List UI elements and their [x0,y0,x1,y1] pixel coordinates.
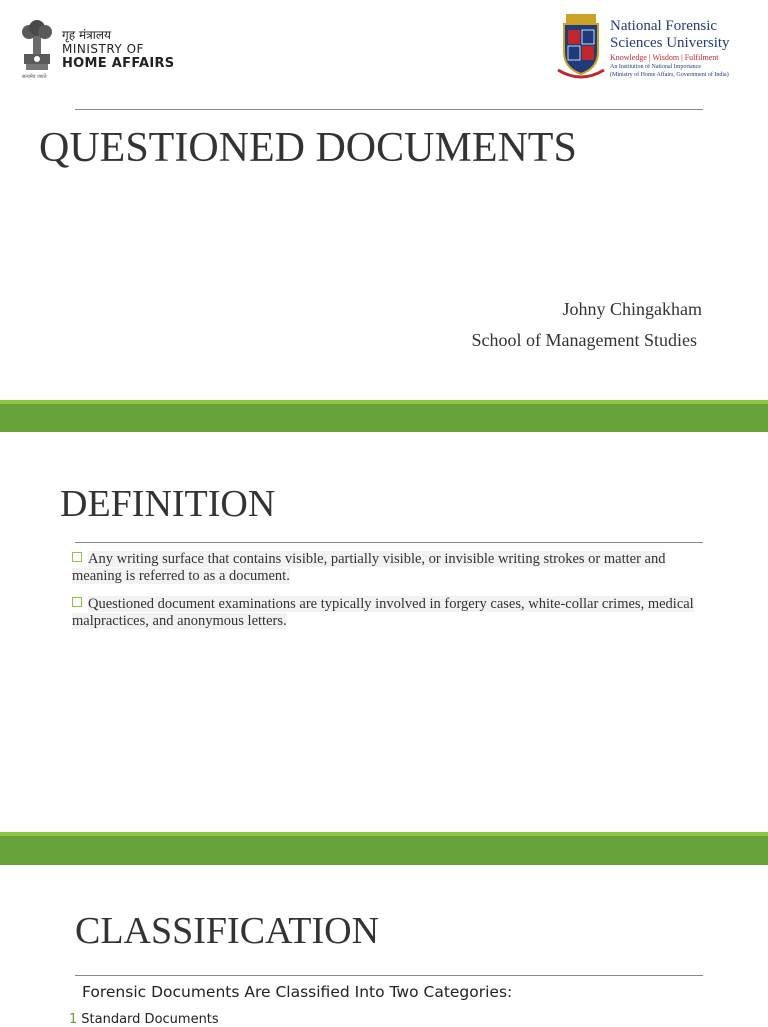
nfsu-logo [556,12,730,82]
definition-bullet: Questioned document examinations are typically involved in forgery cases, white-collar crimes, medical malpractices, and anonymous letters. [72,596,694,629]
nfsu-name-line2: Sciences University [610,35,730,51]
nfsu-name-line1: National Forensic [610,18,718,34]
nfsu-subtitle-1: An Institution of National Importance [610,64,701,70]
nfsu-motto: Knowledge | Wisdom | Fulfilment [610,53,719,62]
author-name: Johny Chingakham [562,299,702,319]
checkbox-bullet-icon [72,552,82,562]
mha-line2: HOME AFFAIRS [62,55,175,71]
definition-divider [75,542,703,543]
mha-line1: MINISTRY OF [62,41,144,56]
definition-bullet: Any writing surface that contains visible, partially visible, or invisible writing strokes or matter and meaning is referred to as a document. [72,551,666,584]
emblem-caption: सत्यमेव जयते [22,74,47,80]
national-emblem-icon [18,18,56,80]
classification-divider [75,975,703,976]
slide-separator-band [0,832,768,865]
school-name: School of Management Studies [471,330,697,350]
ministry-of-home-affairs-logo [18,18,174,80]
definition-title: DEFINITION [60,483,276,525]
checkbox-bullet-icon [72,597,82,607]
slide-separator-band [0,400,768,432]
presentation-title: QUESTIONED DOCUMENTS [39,125,577,171]
classification-subheading: Forensic Documents Are Classified Into Two Categories: [82,983,513,1001]
classification-title: CLASSIFICATION [75,910,380,952]
title-divider [75,109,703,110]
list-number: 1 [69,1012,78,1027]
list-item [69,1012,219,1027]
title-slide [0,0,768,400]
nfsu-crest-icon [556,12,606,82]
nfsu-subtitle-2: (Ministry of Home Affairs, Government of India) [610,72,729,78]
definition-bullet-list [72,551,704,641]
list-item-text: Standard Documents [81,1012,219,1027]
mha-hindi-label: गृह मंत्रालय [62,27,111,42]
